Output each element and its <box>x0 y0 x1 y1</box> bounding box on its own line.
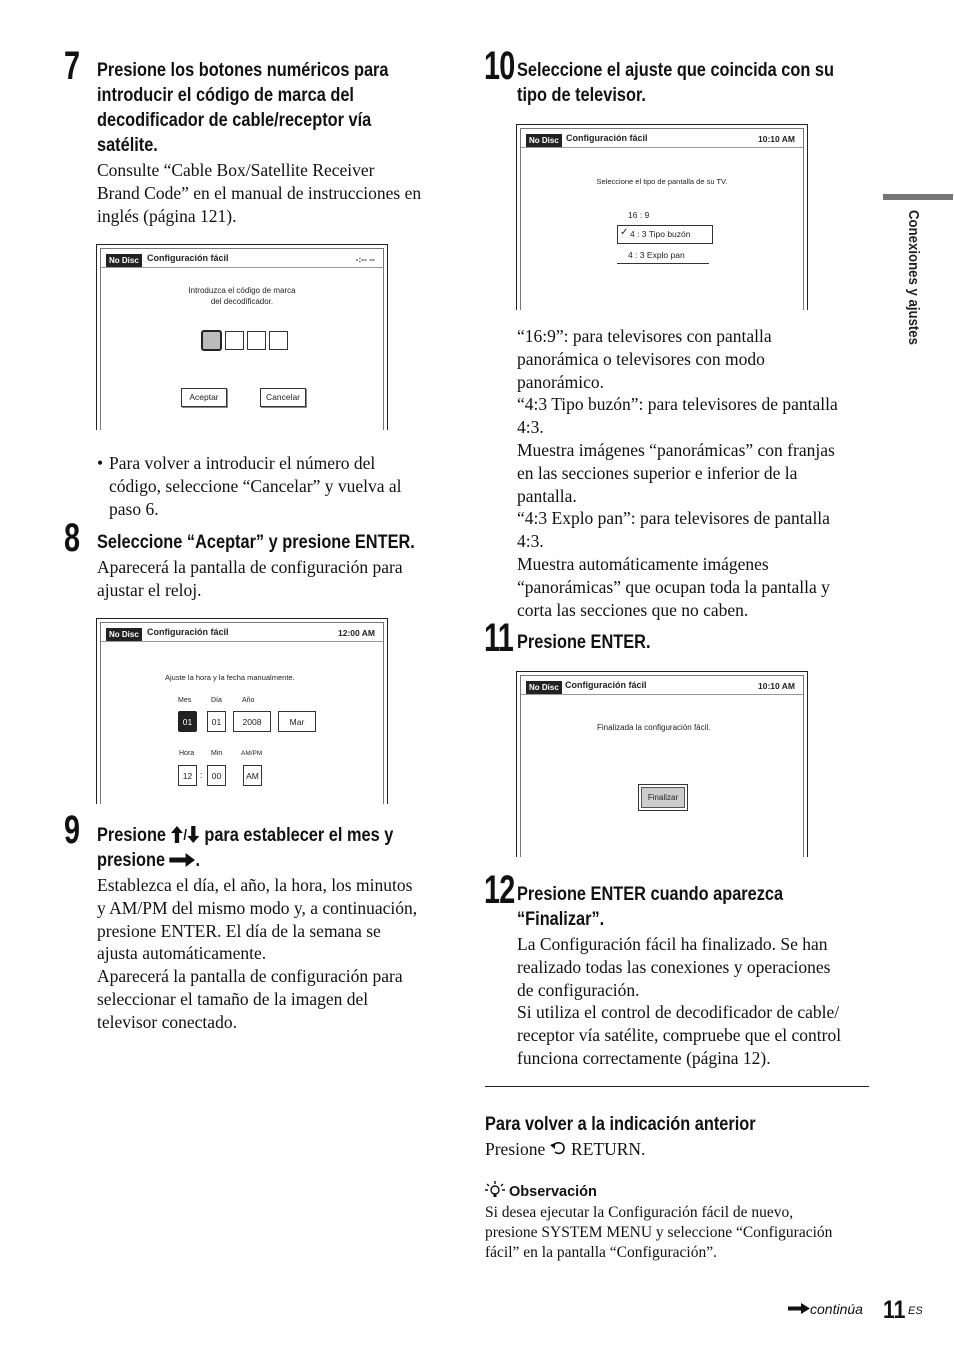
clock-message: Ajuste la hora y la fecha manualmente. <box>165 673 295 682</box>
code-digit-2[interactable] <box>225 331 244 350</box>
step-7-bullet: • Para volver a introducir el número del código, seleccione “Cancelar” y vuelva al paso 6. <box>97 453 402 519</box>
step-8-heading: Seleccione “Aceptar” y presione ENTER. <box>97 532 415 553</box>
step-8-body: Aparecerá la pantalla de configuración para ajustar el reloj. <box>97 557 403 600</box>
finish-message: Finalizada la configuración fácil. <box>597 723 711 732</box>
year-field[interactable]: 2008 <box>233 711 271 732</box>
step-7-body: Consulte “Cable Box/Satellite Receiver Brand Code” en el manual de instrucciones en inglés (página 121). <box>97 160 422 226</box>
lightbulb-icon <box>485 1181 505 1199</box>
weekday-field: Mar <box>278 711 316 732</box>
option-label: 4 : 3 Tipo buzón <box>630 229 691 239</box>
screen-tv-type <box>516 124 808 310</box>
cancel-button[interactable]: Cancelar <box>260 388 306 407</box>
minute-field[interactable]: 00 <box>207 765 226 786</box>
no-disc-badge: No Disc <box>526 134 562 147</box>
continues-label: continúa <box>788 1301 863 1317</box>
right-arrow-icon <box>788 1303 810 1314</box>
no-disc-badge: No Disc <box>106 254 142 267</box>
label-day: Día <box>211 697 222 704</box>
svg-text:/: / <box>183 826 187 843</box>
step-9-number: 9 <box>64 808 80 852</box>
option-4-3-pan-scan[interactable]: 4 : 3 Explo pan <box>628 250 685 260</box>
tip-body: Si desea ejecutar la Configuración fácil de nuevo, presione SYSTEM MENU y seleccione “Configuración fácil” en la pantalla “Configuración”. <box>485 1204 833 1261</box>
section-divider <box>485 1086 869 1087</box>
step-11-heading: Presione ENTER. <box>517 632 651 653</box>
step-12-body: La Configuración fácil ha finalizado. Se han realizado todas las conexiones y operaciones de configuración. Si utiliza el control de decodificador de cable/ receptor vía satélite, compruebe que el control funciona correctamente (página 12). <box>517 934 842 1068</box>
screen-clock: 10:10 AM <box>757 681 795 691</box>
day-field[interactable]: 01 <box>207 711 226 732</box>
label-min: Min <box>211 750 223 757</box>
accept-button[interactable]: Aceptar <box>181 388 227 407</box>
no-disc-badge: No Disc <box>106 628 142 641</box>
month-field[interactable]: 01 <box>178 711 197 732</box>
label-year: Año <box>242 697 255 704</box>
step-7-heading: Presione los botones numéricos para introducir el código de marca del decodificador de cable/receptor vía satélite. <box>97 60 389 156</box>
time-separator: : <box>200 770 203 780</box>
label-hour: Hora <box>179 750 195 757</box>
step-12-heading: Presione ENTER cuando aparezca “Finalizar”. <box>517 884 784 930</box>
finish-button[interactable]: Finalizar <box>641 787 685 808</box>
screen-title: Configuración fácil <box>565 680 647 690</box>
screen-title: Configuración fácil <box>147 253 229 263</box>
tv-type-message: Seleccione el tipo de pantalla de su TV. <box>596 177 728 186</box>
screen-clock-setup <box>96 618 388 804</box>
option-16-9[interactable]: 16 : 9 <box>628 210 650 220</box>
screen-clock: 10:10 AM <box>757 134 795 144</box>
hour-field[interactable]: 12 <box>178 765 197 786</box>
step-11-number: 11 <box>484 616 514 660</box>
label-month: Mes <box>178 697 192 704</box>
step-9-body: Establezca el día, el año, la hora, los minutos y AM/PM del mismo modo y, a continuación, presione ENTER. El día de la semana se ajusta automáticamente. Aparecerá la pantalla de configuración para seleccionar el tamaño de la imagen del televisor conectado. <box>97 875 418 1032</box>
label-ampm: AM/PM <box>241 750 263 757</box>
step-7-number: 7 <box>64 44 80 88</box>
up-down-arrows-icon <box>171 826 200 843</box>
side-tab-label: Conexiones y ajustes <box>905 210 922 345</box>
screen-clock: -:-- -- <box>355 254 375 264</box>
back-heading: Para volver a la indicación anterior <box>485 1114 756 1135</box>
step-10-body: “16:9”: para televisores con pantalla panorámica o televisores con modo panorámico. “4:3 Tipo buzón”: para televisores de pantalla 4:3. Muestra imágenes “panorámicas” con franjas en las secciones superior e inferior de la pantalla. “4:3 Explo pan”: para televisores de pantalla 4:3. Muestra automáticamente imágenes “panorámicas” que ocupan toda la pantalla y corta las secciones que no caben. <box>517 326 838 620</box>
screen-finish <box>516 671 808 857</box>
check-icon: ✓ <box>620 227 629 238</box>
brand-code-message: Introduzca el código de marca del decodificador. <box>188 286 296 306</box>
option-4-3-letterbox[interactable] <box>617 225 713 244</box>
step-10-number: 10 <box>484 44 515 88</box>
code-digit-3[interactable] <box>247 331 266 350</box>
page-number: 11 <box>883 1296 906 1324</box>
no-disc-badge: No Disc <box>526 681 562 694</box>
code-digit-1[interactable] <box>201 330 222 351</box>
step-10-heading: Seleccione el ajuste que coincida con su tipo de televisor. <box>517 60 834 106</box>
side-tab-bar <box>883 194 953 200</box>
tip-heading: Observación <box>485 1181 597 1200</box>
back-text: Presione RETURN. <box>485 1139 646 1159</box>
screen-brand-code <box>96 244 388 430</box>
finish-button-frame[interactable] <box>638 784 688 811</box>
return-icon <box>550 1142 567 1156</box>
option-underline <box>617 263 709 264</box>
step-12-number: 12 <box>484 868 515 912</box>
screen-clock: 12:00 AM <box>337 628 375 638</box>
code-digit-4[interactable] <box>269 331 288 350</box>
step-8-number: 8 <box>64 516 80 560</box>
step-9-heading: Presione / para establecer el mes y presione . <box>97 825 394 871</box>
screen-title: Configuración fácil <box>147 627 229 637</box>
ampm-field[interactable]: AM <box>243 765 262 786</box>
screen-title: Configuración fácil <box>566 133 648 143</box>
right-arrow-icon <box>170 853 196 867</box>
language-suffix: ES <box>908 1305 923 1317</box>
